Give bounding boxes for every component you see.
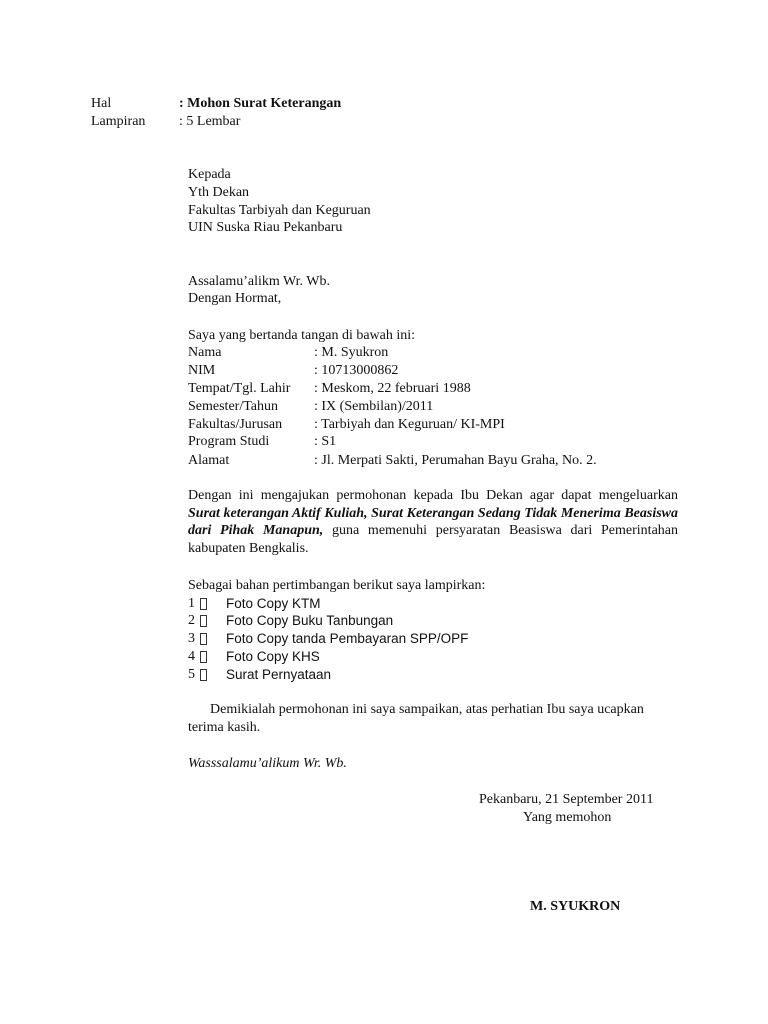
attachment-text: Foto Copy KHS [226,649,320,664]
identity-value: : S1 [314,434,337,449]
attachment-number: 1 [188,596,195,611]
identity-label: NIM [188,363,216,378]
identity-label: Fakultas/Jurusan [188,417,283,432]
hal-value: : Mohon Surat Keterangan [179,96,342,111]
closing-salam: Wasssalamu’alikum Wr. Wb. [188,756,347,771]
greeting-salam: Assalamu’alikm Wr. Wb. [188,274,331,289]
attachment-text: Foto Copy tanda Pembayaran SPP/OPF [226,631,469,646]
identity-label: Semester/Tahun [188,399,278,414]
missing-glyph-box-icon [200,633,207,645]
closing-text: Demikialah permohonan ini saya sampaikan, atas perhatian Ibu saya ucapkan terima kasih. [188,702,644,735]
attachment-number: 3 [188,631,195,646]
identity-value: : 10713000862 [314,363,399,378]
request-emphasis: Surat keterangan Aktif Kuliah, Surat Keterangan Sedang Tidak Menerima Beasiswa dari Pihak Manapun, [188,505,678,539]
identity-label: Program Studi [188,434,270,449]
request-paragraph [188,487,678,557]
identity-value: : Tarbiyah dan Keguruan/ KI-MPI [314,417,505,432]
attachment-number: 2 [188,613,195,628]
hal-label: Hal [91,96,112,111]
attachment-text: Surat Pernyataan [226,667,332,682]
missing-glyph-box-icon [200,669,207,681]
identity-label: Nama [188,345,222,360]
identity-value: : Jl. Merpati Sakti, Perumahan Bayu Graha, No. 2. [314,453,597,468]
identity-label: Tempat/Tgl. Lahir [188,381,291,396]
missing-glyph-box-icon [200,615,207,627]
request-text-start: Dengan ini mengajukan permohonan kepada Ibu Dekan agar dapat mengeluarkan [188,488,678,503]
attachment-text: Foto Copy Buku Tanbungan [226,613,394,628]
recipient-kepada: Kepada [188,167,231,182]
signature-name: M. SYUKRON [530,899,621,914]
attachment-text: Foto Copy KTM [226,596,321,611]
recipient-title: Yth Dekan [188,185,250,200]
greeting-hormat: Dengan Hormat, [188,291,282,306]
identity-value: : M. Syukron [314,345,389,360]
signature-role: Yang memohon [523,810,612,825]
attachments-intro: Sebagai bahan pertimbangan berikut saya lampirkan: [188,578,486,593]
attachment-number: 4 [188,649,195,664]
missing-glyph-box-icon [200,598,207,610]
identity-value: : IX (Sembilan)/2011 [314,399,434,414]
identity-label: Alamat [188,453,230,468]
recipient-university: UIN Suska Riau Pekanbaru [188,220,343,235]
attachment-number: 5 [188,667,195,682]
missing-glyph-box-icon [200,651,207,663]
lampiran-label: Lampiran [91,114,146,129]
signature-place-date: Pekanbaru, 21 September 2011 [479,792,654,807]
identity-value: : Meskom, 22 februari 1988 [314,381,471,396]
intro-text: Saya yang bertanda tangan di bawah ini: [188,328,416,343]
recipient-faculty: Fakultas Tarbiyah dan Keguruan [188,203,371,218]
request-text-end: guna memenuhi persyaratan Beasiswa dari Pemerintahan kabupaten Bengkalis. [188,523,678,556]
lampiran-value: : 5 Lembar [179,114,241,129]
